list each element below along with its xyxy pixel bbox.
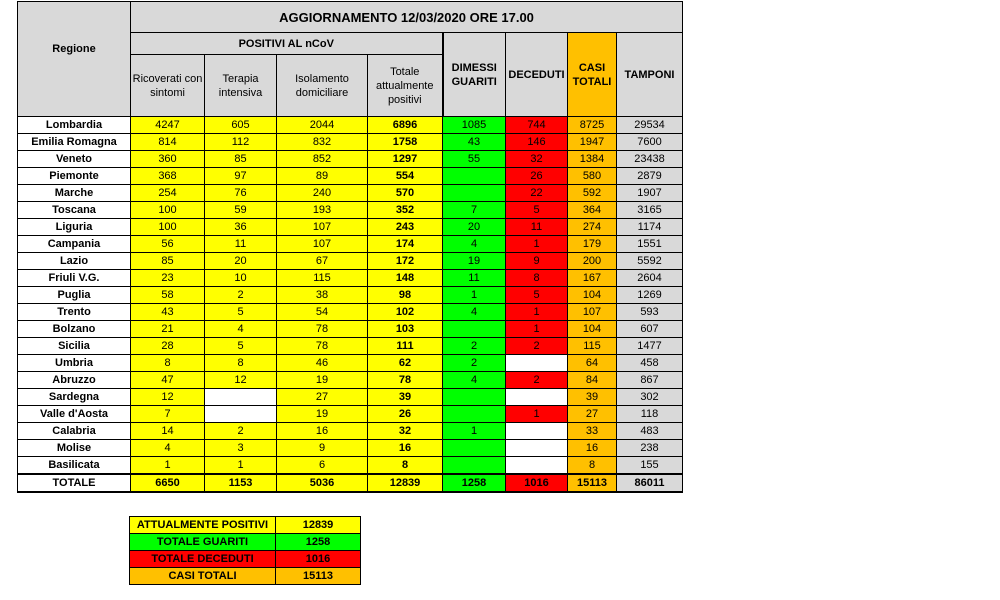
totale-positivi-cell: 1758 <box>368 134 443 151</box>
dimessi-cell <box>443 168 506 185</box>
deceduti-cell: 1 <box>506 406 568 423</box>
tamponi-cell: 607 <box>617 321 683 338</box>
header-positivi-group: POSITIVI AL nCoV <box>131 33 443 55</box>
ricoverati-cell: 85 <box>131 253 205 270</box>
dimessi-cell <box>443 321 506 338</box>
table-row <box>18 185 683 202</box>
dimessi-cell: 4 <box>443 304 506 321</box>
ricoverati-cell: 47 <box>131 372 205 389</box>
casi-totali-cell: 33 <box>568 423 617 440</box>
header-regione: Regione <box>18 2 131 117</box>
summary-label: ATTUALMENTE POSITIVI <box>130 517 276 534</box>
table-row <box>18 372 683 389</box>
casi-totali-cell: 84 <box>568 372 617 389</box>
deceduti-cell: 5 <box>506 202 568 219</box>
ricoverati-cell: 100 <box>131 219 205 236</box>
terapia-cell: 4 <box>205 321 277 338</box>
tamponi-cell: 2604 <box>617 270 683 287</box>
deceduti-cell <box>506 457 568 475</box>
dimessi-cell <box>443 185 506 202</box>
dimessi-cell <box>443 389 506 406</box>
table-row <box>18 168 683 185</box>
casi-totali-cell: 27 <box>568 406 617 423</box>
totale-positivi-cell: 39 <box>368 389 443 406</box>
isolamento-cell: 107 <box>277 219 368 236</box>
region-name: Abruzzo <box>18 372 131 389</box>
ricoverati-cell: 14 <box>131 423 205 440</box>
ricoverati-cell: 360 <box>131 151 205 168</box>
region-name: Bolzano <box>18 321 131 338</box>
region-name: Toscana <box>18 202 131 219</box>
region-name: Basilicata <box>18 457 131 475</box>
table-row <box>18 406 683 423</box>
terapia-cell: 36 <box>205 219 277 236</box>
ricoverati-cell: 4 <box>131 440 205 457</box>
deceduti-cell: 744 <box>506 117 568 134</box>
terapia-cell: 2 <box>205 287 277 304</box>
terapia-cell: 5 <box>205 304 277 321</box>
header-tamponi: TAMPONI <box>617 33 683 117</box>
deceduti-cell <box>506 423 568 440</box>
totale-positivi-cell: 6896 <box>368 117 443 134</box>
isolamento-cell: 46 <box>277 355 368 372</box>
ricoverati-cell: 4247 <box>131 117 205 134</box>
region-name: Valle d'Aosta <box>18 406 131 423</box>
ricoverati-cell: 23 <box>131 270 205 287</box>
summary-table <box>129 516 361 585</box>
summary-label: TOTALE DECEDUTI <box>130 551 276 568</box>
table-row <box>18 423 683 440</box>
region-name: TOTALE <box>18 474 131 492</box>
tamponi-cell: 1269 <box>617 287 683 304</box>
terapia-cell: 2 <box>205 423 277 440</box>
ricoverati-cell: 1 <box>131 457 205 475</box>
tamponi-cell: 29534 <box>617 117 683 134</box>
totale-positivi-cell: 26 <box>368 406 443 423</box>
header-deceduti: DECEDUTI <box>506 33 568 117</box>
casi-totali-cell: 104 <box>568 287 617 304</box>
summary-label: CASI TOTALI <box>130 568 276 585</box>
deceduti-cell: 2 <box>506 372 568 389</box>
casi-totali-cell: 274 <box>568 219 617 236</box>
summary-value: 1258 <box>276 534 361 551</box>
deceduti-cell: 146 <box>506 134 568 151</box>
dimessi-cell: 1085 <box>443 117 506 134</box>
dimessi-cell: 1258 <box>443 474 506 492</box>
covid-region-table <box>17 1 683 493</box>
terapia-cell: 59 <box>205 202 277 219</box>
ricoverati-cell: 12 <box>131 389 205 406</box>
totale-positivi-cell: 62 <box>368 355 443 372</box>
dimessi-cell <box>443 457 506 475</box>
region-name: Umbria <box>18 355 131 372</box>
dimessi-cell <box>443 406 506 423</box>
deceduti-cell: 22 <box>506 185 568 202</box>
ricoverati-cell: 7 <box>131 406 205 423</box>
casi-totali-cell: 364 <box>568 202 617 219</box>
tamponi-cell: 2879 <box>617 168 683 185</box>
dimessi-cell: 55 <box>443 151 506 168</box>
terapia-cell <box>205 406 277 423</box>
region-name: Liguria <box>18 219 131 236</box>
region-name: Piemonte <box>18 168 131 185</box>
table-row <box>18 117 683 134</box>
isolamento-cell: 38 <box>277 287 368 304</box>
ricoverati-cell: 8 <box>131 355 205 372</box>
deceduti-cell: 8 <box>506 270 568 287</box>
summary-row <box>130 551 361 568</box>
isolamento-cell: 832 <box>277 134 368 151</box>
ricoverati-cell: 43 <box>131 304 205 321</box>
terapia-cell: 8 <box>205 355 277 372</box>
isolamento-cell: 852 <box>277 151 368 168</box>
deceduti-cell: 9 <box>506 253 568 270</box>
dimessi-cell: 1 <box>443 423 506 440</box>
table-row <box>18 440 683 457</box>
casi-totali-cell: 104 <box>568 321 617 338</box>
dimessi-cell: 1 <box>443 287 506 304</box>
tamponi-cell: 867 <box>617 372 683 389</box>
casi-totali-cell: 179 <box>568 236 617 253</box>
tamponi-cell: 238 <box>617 440 683 457</box>
header-isolamento: Isolamento domiciliare <box>277 55 368 117</box>
tamponi-cell: 593 <box>617 304 683 321</box>
totale-positivi-cell: 111 <box>368 338 443 355</box>
header-casi-totali: CASI TOTALI <box>568 33 617 117</box>
region-name: Molise <box>18 440 131 457</box>
deceduti-cell: 1 <box>506 236 568 253</box>
totale-positivi-cell: 570 <box>368 185 443 202</box>
region-name: Veneto <box>18 151 131 168</box>
summary-body <box>130 517 361 585</box>
dimessi-cell: 4 <box>443 372 506 389</box>
region-name: Lazio <box>18 253 131 270</box>
terapia-cell: 11 <box>205 236 277 253</box>
totale-positivi-cell: 16 <box>368 440 443 457</box>
region-name: Marche <box>18 185 131 202</box>
dimessi-cell: 7 <box>443 202 506 219</box>
tamponi-cell: 458 <box>617 355 683 372</box>
casi-totali-cell: 15113 <box>568 474 617 492</box>
casi-totali-cell: 167 <box>568 270 617 287</box>
isolamento-cell: 89 <box>277 168 368 185</box>
summary-row <box>130 517 361 534</box>
tamponi-cell: 302 <box>617 389 683 406</box>
table-row <box>18 151 683 168</box>
summary-value: 15113 <box>276 568 361 585</box>
dimessi-cell: 19 <box>443 253 506 270</box>
table-row <box>18 321 683 338</box>
terapia-cell: 85 <box>205 151 277 168</box>
summary-value: 12839 <box>276 517 361 534</box>
totale-positivi-cell: 174 <box>368 236 443 253</box>
summary-label: TOTALE GUARITI <box>130 534 276 551</box>
tamponi-cell: 1477 <box>617 338 683 355</box>
casi-totali-cell: 1384 <box>568 151 617 168</box>
tamponi-cell: 1551 <box>617 236 683 253</box>
region-name: Lombardia <box>18 117 131 134</box>
isolamento-cell: 78 <box>277 321 368 338</box>
ricoverati-cell: 21 <box>131 321 205 338</box>
isolamento-cell: 67 <box>277 253 368 270</box>
dimessi-cell: 2 <box>443 355 506 372</box>
casi-totali-cell: 115 <box>568 338 617 355</box>
ricoverati-cell: 56 <box>131 236 205 253</box>
tamponi-cell: 3165 <box>617 202 683 219</box>
terapia-cell: 10 <box>205 270 277 287</box>
dimessi-cell: 20 <box>443 219 506 236</box>
region-name: Sardegna <box>18 389 131 406</box>
tamponi-cell: 5592 <box>617 253 683 270</box>
casi-totali-cell: 1947 <box>568 134 617 151</box>
ricoverati-cell: 58 <box>131 287 205 304</box>
totale-positivi-cell: 243 <box>368 219 443 236</box>
isolamento-cell: 2044 <box>277 117 368 134</box>
casi-totali-cell: 580 <box>568 168 617 185</box>
dimessi-cell: 11 <box>443 270 506 287</box>
tamponi-cell: 1907 <box>617 185 683 202</box>
totale-positivi-cell: 554 <box>368 168 443 185</box>
isolamento-cell: 240 <box>277 185 368 202</box>
deceduti-cell <box>506 355 568 372</box>
table-row <box>18 287 683 304</box>
deceduti-cell <box>506 389 568 406</box>
terapia-cell: 20 <box>205 253 277 270</box>
table-row <box>18 338 683 355</box>
totale-positivi-cell: 172 <box>368 253 443 270</box>
table-title: AGGIORNAMENTO 12/03/2020 ORE 17.00 <box>131 2 683 33</box>
isolamento-cell: 5036 <box>277 474 368 492</box>
terapia-cell: 12 <box>205 372 277 389</box>
table-row <box>18 457 683 475</box>
isolamento-cell: 193 <box>277 202 368 219</box>
isolamento-cell: 107 <box>277 236 368 253</box>
isolamento-cell: 19 <box>277 406 368 423</box>
casi-totali-cell: 16 <box>568 440 617 457</box>
ricoverati-cell: 368 <box>131 168 205 185</box>
deceduti-cell: 11 <box>506 219 568 236</box>
deceduti-cell: 2 <box>506 338 568 355</box>
table-row <box>18 202 683 219</box>
table-row <box>18 253 683 270</box>
totals-row <box>18 474 683 492</box>
totale-positivi-cell: 1297 <box>368 151 443 168</box>
deceduti-cell: 1 <box>506 304 568 321</box>
region-name: Sicilia <box>18 338 131 355</box>
ricoverati-cell: 814 <box>131 134 205 151</box>
terapia-cell: 97 <box>205 168 277 185</box>
totale-positivi-cell: 98 <box>368 287 443 304</box>
summary-value: 1016 <box>276 551 361 568</box>
casi-totali-cell: 39 <box>568 389 617 406</box>
ricoverati-cell: 28 <box>131 338 205 355</box>
ricoverati-cell: 254 <box>131 185 205 202</box>
header-totale-positivi: Totale attualmente positivi <box>368 55 443 117</box>
casi-totali-cell: 8 <box>568 457 617 475</box>
region-name: Campania <box>18 236 131 253</box>
casi-totali-cell: 592 <box>568 185 617 202</box>
isolamento-cell: 9 <box>277 440 368 457</box>
terapia-cell: 5 <box>205 338 277 355</box>
deceduti-cell: 5 <box>506 287 568 304</box>
terapia-cell: 76 <box>205 185 277 202</box>
isolamento-cell: 16 <box>277 423 368 440</box>
tamponi-cell: 7600 <box>617 134 683 151</box>
isolamento-cell: 115 <box>277 270 368 287</box>
dimessi-cell <box>443 440 506 457</box>
region-name: Trento <box>18 304 131 321</box>
deceduti-cell: 1 <box>506 321 568 338</box>
deceduti-cell: 32 <box>506 151 568 168</box>
terapia-cell: 3 <box>205 440 277 457</box>
tamponi-cell: 86011 <box>617 474 683 492</box>
dimessi-cell: 4 <box>443 236 506 253</box>
ricoverati-cell: 100 <box>131 202 205 219</box>
terapia-cell: 1 <box>205 457 277 475</box>
tamponi-cell: 155 <box>617 457 683 475</box>
totale-positivi-cell: 32 <box>368 423 443 440</box>
isolamento-cell: 78 <box>277 338 368 355</box>
tamponi-cell: 483 <box>617 423 683 440</box>
table-row <box>18 304 683 321</box>
region-name: Calabria <box>18 423 131 440</box>
isolamento-cell: 27 <box>277 389 368 406</box>
totale-positivi-cell: 78 <box>368 372 443 389</box>
casi-totali-cell: 107 <box>568 304 617 321</box>
tamponi-cell: 23438 <box>617 151 683 168</box>
deceduti-cell: 1016 <box>506 474 568 492</box>
totale-positivi-cell: 102 <box>368 304 443 321</box>
table-row <box>18 219 683 236</box>
ricoverati-cell: 6650 <box>131 474 205 492</box>
region-name: Emilia Romagna <box>18 134 131 151</box>
tamponi-cell: 118 <box>617 406 683 423</box>
table-body <box>18 117 683 493</box>
terapia-cell: 605 <box>205 117 277 134</box>
casi-totali-cell: 200 <box>568 253 617 270</box>
terapia-cell: 1153 <box>205 474 277 492</box>
isolamento-cell: 6 <box>277 457 368 475</box>
totale-positivi-cell: 12839 <box>368 474 443 492</box>
dimessi-cell: 2 <box>443 338 506 355</box>
table-row <box>18 134 683 151</box>
header-dimessi: DIMESSI GUARITI <box>443 33 506 117</box>
deceduti-cell <box>506 440 568 457</box>
table-row <box>18 270 683 287</box>
table-row <box>18 389 683 406</box>
summary-row <box>130 534 361 551</box>
terapia-cell: 112 <box>205 134 277 151</box>
dimessi-cell: 43 <box>443 134 506 151</box>
header-terapia: Terapia intensiva <box>205 55 277 117</box>
totale-positivi-cell: 8 <box>368 457 443 475</box>
region-name: Puglia <box>18 287 131 304</box>
tamponi-cell: 1174 <box>617 219 683 236</box>
isolamento-cell: 19 <box>277 372 368 389</box>
table-row <box>18 236 683 253</box>
summary-row <box>130 568 361 585</box>
table-row <box>18 355 683 372</box>
casi-totali-cell: 64 <box>568 355 617 372</box>
casi-totali-cell: 8725 <box>568 117 617 134</box>
deceduti-cell: 26 <box>506 168 568 185</box>
totale-positivi-cell: 148 <box>368 270 443 287</box>
isolamento-cell: 54 <box>277 304 368 321</box>
terapia-cell <box>205 389 277 406</box>
totale-positivi-cell: 352 <box>368 202 443 219</box>
header-ricoverati: Ricoverati con sintomi <box>131 55 205 117</box>
totale-positivi-cell: 103 <box>368 321 443 338</box>
region-name: Friuli V.G. <box>18 270 131 287</box>
